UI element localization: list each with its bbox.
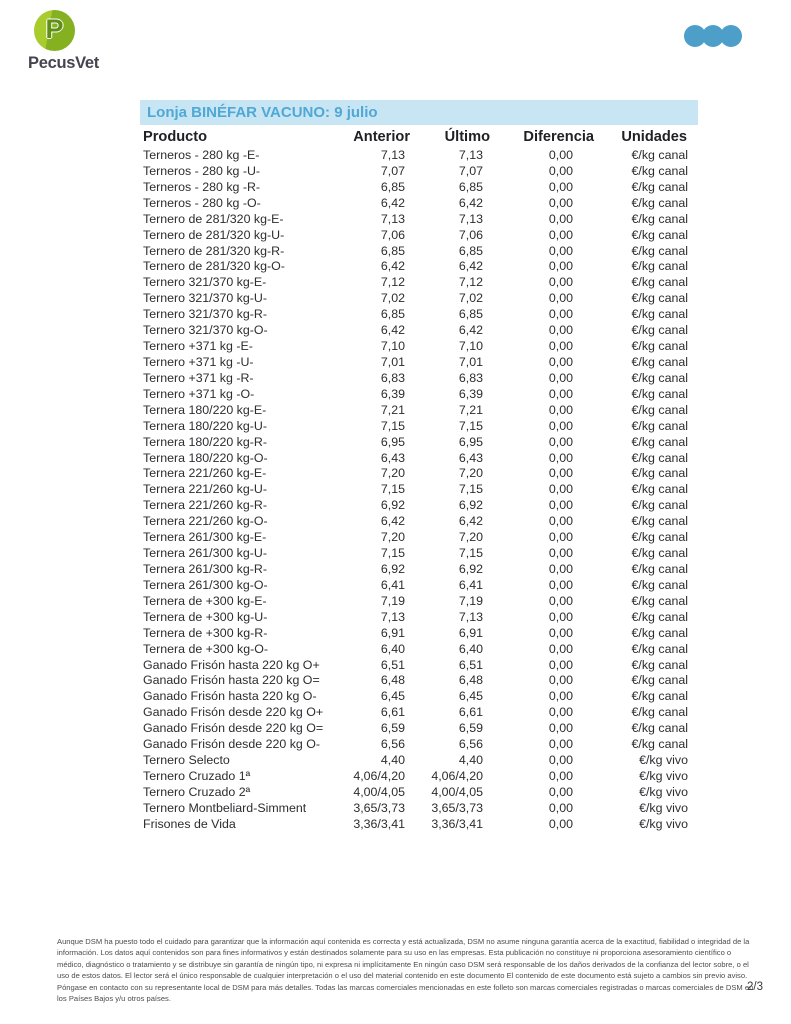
cell-diferencia: 0,00: [548, 370, 573, 385]
cell-ultimo: 7,13: [458, 148, 483, 162]
cell-anterior: 7,15: [380, 482, 405, 497]
cell-anterior: 6,95: [380, 434, 405, 449]
cell-product: Terneros - 280 kg -U-: [143, 163, 261, 178]
table-row: [140, 228, 698, 244]
table-row: [140, 578, 698, 594]
cell-diferencia: 0,00: [548, 179, 573, 194]
cell-diferencia: 0,00: [548, 784, 573, 799]
cell-diferencia: 0,00: [548, 450, 573, 465]
cell-anterior: 6,61: [380, 705, 405, 720]
cell-ultimo: 7,20: [458, 530, 483, 545]
cell-anterior: 6,85: [380, 179, 405, 194]
table-row: [140, 689, 698, 705]
cell-unidades: €/kg vivo: [639, 816, 688, 831]
cell-unidades: €/kg canal: [631, 482, 688, 497]
cell-product: Ternera 261/300 kg-O-: [143, 577, 268, 592]
cell-unidades: €/kg canal: [631, 275, 688, 290]
cell-diferencia: 0,00: [548, 673, 573, 688]
table-header-row: [140, 125, 698, 148]
cell-anterior: 6,41: [380, 577, 405, 592]
cell-unidades: €/kg canal: [631, 705, 688, 720]
table-title-bar: [140, 100, 698, 125]
table-row: [140, 817, 698, 833]
cell-unidades: €/kg vivo: [639, 768, 688, 783]
cell-anterior: 6,45: [380, 689, 405, 704]
cell-ultimo: 6,42: [458, 323, 483, 338]
cell-unidades: €/kg canal: [631, 148, 688, 162]
cell-unidades: €/kg canal: [631, 163, 688, 178]
cell-anterior: 4,40: [380, 753, 405, 768]
cell-anterior: 6,59: [380, 721, 405, 736]
cell-diferencia: 0,00: [548, 434, 573, 449]
table-row: [140, 371, 698, 387]
cell-ultimo: 6,85: [458, 243, 483, 258]
cell-unidades: €/kg canal: [631, 721, 688, 736]
cell-ultimo: 6,92: [458, 561, 483, 576]
cell-diferencia: 0,00: [548, 514, 573, 529]
cell-diferencia: 0,00: [548, 530, 573, 545]
cell-ultimo: 6,42: [458, 514, 483, 529]
cell-unidades: €/kg canal: [631, 657, 688, 672]
cell-diferencia: 0,00: [548, 291, 573, 306]
dot-icon: [720, 25, 742, 47]
cell-ultimo: 7,01: [458, 354, 483, 369]
cell-ultimo: 6,85: [458, 307, 483, 322]
cell-anterior: 6,48: [380, 673, 405, 688]
cell-unidades: €/kg canal: [631, 641, 688, 656]
cell-ultimo: 7,13: [458, 211, 483, 226]
table-row: [140, 642, 698, 658]
table-row: [140, 244, 698, 260]
table-row: [140, 594, 698, 610]
cell-ultimo: 7,13: [458, 609, 483, 624]
cell-ultimo: 6,61: [458, 705, 483, 720]
cell-diferencia: 0,00: [548, 259, 573, 274]
cell-anterior: 6,92: [380, 561, 405, 576]
column-header-ultimo: Último: [444, 128, 490, 145]
cell-ultimo: 3,36/3,41: [431, 816, 483, 831]
cell-diferencia: 0,00: [548, 721, 573, 736]
cell-unidades: €/kg canal: [631, 370, 688, 385]
table-row: [140, 530, 698, 546]
cell-product: Ternero Montbeliard-Simment: [143, 800, 307, 815]
table-row: [140, 514, 698, 530]
cell-diferencia: 0,00: [548, 546, 573, 561]
cell-diferencia: 0,00: [548, 386, 573, 401]
cell-anterior: 6,83: [380, 370, 405, 385]
cell-unidades: €/kg canal: [631, 561, 688, 576]
cell-ultimo: 6,43: [458, 450, 483, 465]
cell-ultimo: 6,42: [458, 259, 483, 274]
cell-unidades: €/kg canal: [631, 386, 688, 401]
pecusvet-logo: [28, 10, 99, 73]
cell-diferencia: 0,00: [548, 163, 573, 178]
table-row: [140, 419, 698, 435]
table-row: [140, 148, 698, 164]
cell-unidades: €/kg canal: [631, 450, 688, 465]
cell-anterior: 6,42: [380, 323, 405, 338]
cell-diferencia: 0,00: [548, 402, 573, 417]
cell-unidades: €/kg vivo: [639, 784, 688, 799]
price-table-section: [140, 100, 698, 833]
cell-product: Ternera 221/260 kg-O-: [143, 514, 268, 529]
cell-anterior: 6,43: [380, 450, 405, 465]
cell-product: Ternera 221/260 kg-R-: [143, 498, 267, 513]
cell-product: Terneros - 280 kg -E-: [143, 148, 260, 162]
cell-ultimo: 6,83: [458, 370, 483, 385]
cell-product: Ternera de +300 kg-R-: [143, 625, 268, 640]
table-row: [140, 721, 698, 737]
cell-unidades: €/kg canal: [631, 418, 688, 433]
table-row: [140, 451, 698, 467]
cell-ultimo: 7,15: [458, 482, 483, 497]
table-row: [140, 307, 698, 323]
cell-unidades: €/kg canal: [631, 673, 688, 688]
cell-ultimo: 7,02: [458, 291, 483, 306]
table-row: [140, 339, 698, 355]
cell-ultimo: 6,45: [458, 689, 483, 704]
table-row: [140, 753, 698, 769]
cell-unidades: €/kg canal: [631, 546, 688, 561]
cell-unidades: €/kg canal: [631, 291, 688, 306]
cell-diferencia: 0,00: [548, 354, 573, 369]
cell-product: Ganado Frisón desde 220 kg O-: [143, 737, 321, 752]
cell-unidades: €/kg canal: [631, 466, 688, 481]
table-row: [140, 562, 698, 578]
cell-diferencia: 0,00: [548, 689, 573, 704]
cell-unidades: €/kg canal: [631, 609, 688, 624]
cell-ultimo: 7,12: [458, 275, 483, 290]
cell-ultimo: 6,92: [458, 498, 483, 513]
cell-product: Ganado Frisón hasta 220 kg O=: [143, 673, 320, 688]
cell-unidades: €/kg canal: [631, 307, 688, 322]
cell-ultimo: 6,51: [458, 657, 483, 672]
cell-diferencia: 0,00: [548, 227, 573, 242]
cell-diferencia: 0,00: [548, 753, 573, 768]
cell-unidades: €/kg canal: [631, 689, 688, 704]
cell-product: Ternera 180/220 kg-U-: [143, 418, 267, 433]
cell-product: Ternero de 281/320 kg-U-: [143, 227, 285, 242]
cell-ultimo: 4,00/4,05: [431, 784, 483, 799]
table-row: [140, 196, 698, 212]
cell-ultimo: 7,15: [458, 418, 483, 433]
table-row: [140, 355, 698, 371]
cell-diferencia: 0,00: [548, 593, 573, 608]
cell-ultimo: 7,10: [458, 339, 483, 354]
cell-diferencia: 0,00: [548, 625, 573, 640]
cell-product: Ternero de 281/320 kg-R-: [143, 243, 285, 258]
cell-anterior: 7,07: [380, 163, 405, 178]
table-row: [140, 801, 698, 817]
cell-product: Ternero 321/370 kg-O-: [143, 323, 268, 338]
cell-anterior: 7,13: [380, 609, 405, 624]
table-row: [140, 626, 698, 642]
cell-product: Ternero +371 kg -R-: [143, 370, 254, 385]
cell-product: Ternera de +300 kg-E-: [143, 593, 267, 608]
cell-product: Ternero Selecto: [143, 753, 230, 768]
table-row: [140, 435, 698, 451]
cell-ultimo: 6,41: [458, 577, 483, 592]
table-row: [140, 323, 698, 339]
cell-product: Ternera 261/300 kg-E-: [143, 530, 267, 545]
cell-ultimo: 7,15: [458, 546, 483, 561]
table-row: [140, 482, 698, 498]
cell-anterior: 3,65/3,73: [353, 800, 405, 815]
cell-anterior: 6,91: [380, 625, 405, 640]
cell-diferencia: 0,00: [548, 339, 573, 354]
cell-ultimo: 6,56: [458, 737, 483, 752]
table-row: [140, 259, 698, 275]
cell-unidades: €/kg vivo: [639, 800, 688, 815]
cell-diferencia: 0,00: [548, 641, 573, 656]
cell-product: Ganado Frisón hasta 220 kg O-: [143, 689, 317, 704]
cell-unidades: €/kg canal: [631, 593, 688, 608]
cell-ultimo: 6,39: [458, 386, 483, 401]
cell-product: Ternero 321/370 kg-E-: [143, 275, 267, 290]
cell-diferencia: 0,00: [548, 768, 573, 783]
cell-unidades: €/kg vivo: [639, 753, 688, 768]
table-row: [140, 673, 698, 689]
cell-product: Frisones de Vida: [143, 816, 236, 831]
table-row: [140, 498, 698, 514]
cell-product: Ternero +371 kg -E-: [143, 339, 253, 354]
cell-diferencia: 0,00: [548, 577, 573, 592]
cell-product: Ternero 321/370 kg-R-: [143, 307, 267, 322]
cell-diferencia: 0,00: [548, 800, 573, 815]
cell-diferencia: 0,00: [548, 466, 573, 481]
cell-ultimo: 7,19: [458, 593, 483, 608]
cell-anterior: 7,06: [380, 227, 405, 242]
cell-product: Ternero 321/370 kg-U-: [143, 291, 267, 306]
table-row: [140, 403, 698, 419]
table-row: [140, 387, 698, 403]
cell-diferencia: 0,00: [548, 609, 573, 624]
table-row: [140, 291, 698, 307]
cell-diferencia: 0,00: [548, 323, 573, 338]
cell-diferencia: 0,00: [548, 275, 573, 290]
cell-product: Ternera 221/260 kg-E-: [143, 466, 267, 481]
cell-ultimo: 7,07: [458, 163, 483, 178]
cell-anterior: 7,10: [380, 339, 405, 354]
cell-anterior: 7,15: [380, 418, 405, 433]
cell-product: Ternera de +300 kg-U-: [143, 609, 268, 624]
cell-anterior: 7,20: [380, 530, 405, 545]
logo-letter: P: [45, 14, 64, 44]
cell-ultimo: 4,40: [458, 753, 483, 768]
cell-unidades: €/kg canal: [631, 577, 688, 592]
cell-anterior: 4,06/4,20: [353, 768, 405, 783]
cell-ultimo: 3,65/3,73: [431, 800, 483, 815]
cell-anterior: 7,12: [380, 275, 405, 290]
cell-unidades: €/kg canal: [631, 179, 688, 194]
cell-anterior: 6,51: [380, 657, 405, 672]
pecusvet-logo-icon: [34, 10, 75, 51]
cell-anterior: 3,36/3,41: [353, 816, 405, 831]
cell-unidades: €/kg canal: [631, 211, 688, 226]
cell-ultimo: 7,21: [458, 402, 483, 417]
table-row: [140, 180, 698, 196]
page-number: 2/3: [747, 981, 763, 993]
cell-product: Ganado Frisón desde 220 kg O=: [143, 721, 324, 736]
cell-product: Ternero de 281/320 kg-O-: [143, 259, 285, 274]
cell-anterior: 6,42: [380, 195, 405, 210]
cell-unidades: €/kg canal: [631, 514, 688, 529]
cell-unidades: €/kg canal: [631, 243, 688, 258]
table-title: Lonja BINÉFAR VACUNO: 9 julio: [147, 104, 378, 121]
cell-unidades: €/kg canal: [631, 259, 688, 274]
cell-product: Ternero Cruzado 2ª: [143, 784, 251, 799]
cell-unidades: €/kg canal: [631, 434, 688, 449]
table-row: [140, 769, 698, 785]
cell-diferencia: 0,00: [548, 705, 573, 720]
cell-product: Terneros - 280 kg -R-: [143, 179, 261, 194]
table-row: [140, 737, 698, 753]
cell-ultimo: 6,40: [458, 641, 483, 656]
cell-ultimo: 7,06: [458, 227, 483, 242]
cell-unidades: €/kg canal: [631, 227, 688, 242]
cell-ultimo: 6,85: [458, 179, 483, 194]
cell-unidades: €/kg canal: [631, 339, 688, 354]
table-row: [140, 610, 698, 626]
cell-anterior: 7,21: [380, 402, 405, 417]
cell-anterior: 6,92: [380, 498, 405, 513]
cell-anterior: 7,02: [380, 291, 405, 306]
table-header: [140, 125, 698, 148]
cell-anterior: 7,20: [380, 466, 405, 481]
cell-product: Ternera 180/220 kg-R-: [143, 434, 267, 449]
cell-product: Ternera de +300 kg-O-: [143, 641, 269, 656]
table-row: [140, 212, 698, 228]
cell-unidades: €/kg canal: [631, 625, 688, 640]
cell-unidades: €/kg canal: [631, 530, 688, 545]
cell-ultimo: 6,95: [458, 434, 483, 449]
cell-diferencia: 0,00: [548, 148, 573, 162]
legal-disclaimer: Aunque DSM ha puesto todo el cuidado para garantizar que la información aquí contenida es correcta y está actualizada, DSM no asume ninguna garantía acerca de la exactitud, fiabilidad o integridad de la información. Los datos aquí contenidos son para fines informativos y están destinados solamente para su uso en las empresas. Esta publicación no constituye ni proporciona asesoramiento científico o médico, diagnóstico o tratamiento y se distribuye sin garantía de ningún tipo, ni expresa ni implícitamente En ningún caso DSM será responsable de los daños derivados de la confianza del lector sobre, o el uso de estos datos. El lector será el único responsable de cualquier interpretación o el uso del material contenido en este documento El contenido de este documento está sujeto a cambios sin previo aviso. Póngase en contacto con su representante local de DSM para más detalles. Todas las marcas comerciales mencionadas en este folleto son marcas comerciales registradas o marcas comerciales de DSM en los Países Bajos y/u otros países.: [57, 937, 754, 1003]
table-row: [140, 164, 698, 180]
column-header-anterior: Anterior: [353, 128, 410, 145]
cell-ultimo: 6,59: [458, 721, 483, 736]
cell-product: Ternero +371 kg -O-: [143, 386, 255, 401]
cell-anterior: 6,42: [380, 514, 405, 529]
cell-ultimo: 6,48: [458, 673, 483, 688]
price-table: [140, 125, 698, 833]
cell-product: Ganado Frisón desde 220 kg O+: [143, 705, 324, 720]
cell-diferencia: 0,00: [548, 498, 573, 513]
table-row: [140, 275, 698, 291]
cell-diferencia: 0,00: [548, 307, 573, 322]
column-header-product: Producto: [143, 128, 208, 145]
cell-product: Ternero +371 kg -U-: [143, 354, 254, 369]
cell-ultimo: 6,42: [458, 195, 483, 210]
cell-anterior: 7,01: [380, 354, 405, 369]
cell-product: Terneros - 280 kg -O-: [143, 195, 261, 210]
cell-product: Ternera 261/300 kg-U-: [143, 546, 267, 561]
cell-diferencia: 0,00: [548, 737, 573, 752]
column-header-unidades: Unidades: [621, 128, 687, 145]
table-row: [140, 466, 698, 482]
table-row: [140, 785, 698, 801]
cell-anterior: 7,13: [380, 148, 405, 162]
cell-diferencia: 0,00: [548, 418, 573, 433]
table-row: [140, 546, 698, 562]
cell-diferencia: 0,00: [548, 482, 573, 497]
cell-ultimo: 4,06/4,20: [431, 768, 483, 783]
cell-anterior: 7,13: [380, 211, 405, 226]
cell-diferencia: 0,00: [548, 211, 573, 226]
cell-anterior: 6,85: [380, 243, 405, 258]
cell-product: Ternero de 281/320 kg-E-: [143, 211, 284, 226]
cell-anterior: 6,40: [380, 641, 405, 656]
cell-anterior: 4,00/4,05: [353, 784, 405, 799]
cell-unidades: €/kg canal: [631, 498, 688, 513]
cell-unidades: €/kg canal: [631, 323, 688, 338]
cell-product: Ternera 180/220 kg-E-: [143, 402, 267, 417]
cell-diferencia: 0,00: [548, 243, 573, 258]
table-row: [140, 658, 698, 674]
brand-name: PecusVet: [28, 54, 99, 72]
cell-diferencia: 0,00: [548, 561, 573, 576]
cell-ultimo: 6,91: [458, 625, 483, 640]
cell-diferencia: 0,00: [548, 816, 573, 831]
column-header-diferencia: Diferencia: [523, 128, 594, 145]
cell-product: Ternera 221/260 kg-U-: [143, 482, 267, 497]
cell-anterior: 7,19: [380, 593, 405, 608]
cell-anterior: 6,42: [380, 259, 405, 274]
cell-diferencia: 0,00: [548, 195, 573, 210]
cell-unidades: €/kg canal: [631, 737, 688, 752]
cell-anterior: 7,15: [380, 546, 405, 561]
cell-anterior: 6,39: [380, 386, 405, 401]
cell-unidades: €/kg canal: [631, 402, 688, 417]
cell-ultimo: 7,20: [458, 466, 483, 481]
cell-product: Ternero Cruzado 1ª: [143, 768, 251, 783]
cell-unidades: €/kg canal: [631, 354, 688, 369]
cell-anterior: 6,56: [380, 737, 405, 752]
cell-product: Ternera 261/300 kg-R-: [143, 561, 267, 576]
table-row: [140, 705, 698, 721]
cell-diferencia: 0,00: [548, 657, 573, 672]
cell-product: Ganado Frisón hasta 220 kg O+: [143, 657, 320, 672]
table-body: [140, 148, 698, 833]
cell-product: Ternera 180/220 kg-O-: [143, 450, 268, 465]
cell-unidades: €/kg canal: [631, 195, 688, 210]
cell-anterior: 6,85: [380, 307, 405, 322]
three-dots-decoration: [684, 25, 742, 47]
